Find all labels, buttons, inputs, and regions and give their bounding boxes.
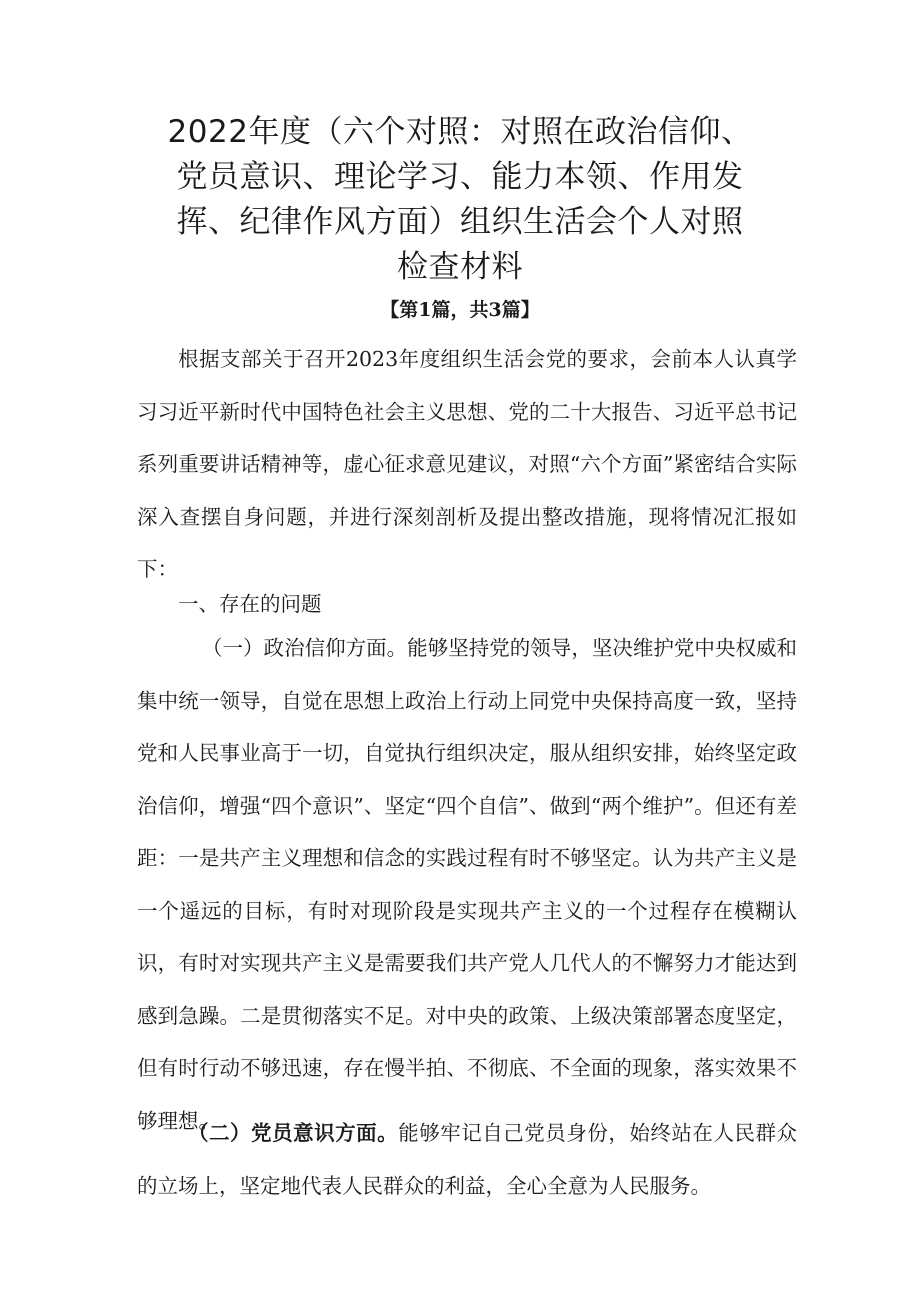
- title-line-1: 2022年度（六个对照：对照在政治信仰、: [167, 114, 753, 150]
- item-party-awareness: [137, 1107, 797, 1212]
- item-party-awareness-body: 能够牢记自己党员身份，始终站在人民群众的立场上，坚定地代表人民群众的利益，全心全意为人民服务。: [137, 1121, 798, 1198]
- document-part-indicator: 【第1篇，共3篇】: [380, 299, 540, 321]
- item-party-awareness-lead: （二）党员意识方面。: [188, 1121, 399, 1145]
- item-political-belief: （一）政治信仰方面。能够坚持党的领导，坚决维护党中央权威和集中统一领导，自觉在思想上政治上行动上同党中央保持高度一致，坚持党和人民事业高于一切，自觉执行组织决定，服从组织安排，始终坚定政治信仰，增强“四个意识”、坚定“四个自信”、做到“两个维护”。但还有差距：一是共产主义理想和信念的实践过程有时不够坚定。认为共产主义是一个遥远的目标，有时对现阶段是实现共产主义的一个过程存在模糊认识，有时对实现共产主义是需要我们共产党人几代人的不懈努力才能达到感到急躁。二是贯彻落实不足。对中央的政策、上级决策部署态度坚定，但有时行动不够迅速，存在慢半拍、不彻底、不全面的现象，落实效果不够理想。: [137, 636, 797, 1133]
- title-line-3: 挥、纪律作风方面）组织生活会个人对照: [176, 204, 744, 240]
- section-heading: 一、存在的问题: [178, 592, 322, 616]
- title-line-2: 党员意识、理论学习、能力本领、作用发: [176, 159, 744, 195]
- document-title: [120, 110, 800, 290]
- title-line-4: 检查材料: [397, 249, 523, 285]
- intro-paragraph: 根据支部关于召开2023年度组织生活会党的要求，会前本人认真学习习近平新时代中国特色社会主义思想、党的二十大报告、习近平总书记系列重要讲话精神等，虚心征求意见建议，对照“六个方面”紧密结合实际深入查摆自身问题，并进行深刻剖析及提出整改措施，现将情况汇报如下：: [137, 347, 797, 581]
